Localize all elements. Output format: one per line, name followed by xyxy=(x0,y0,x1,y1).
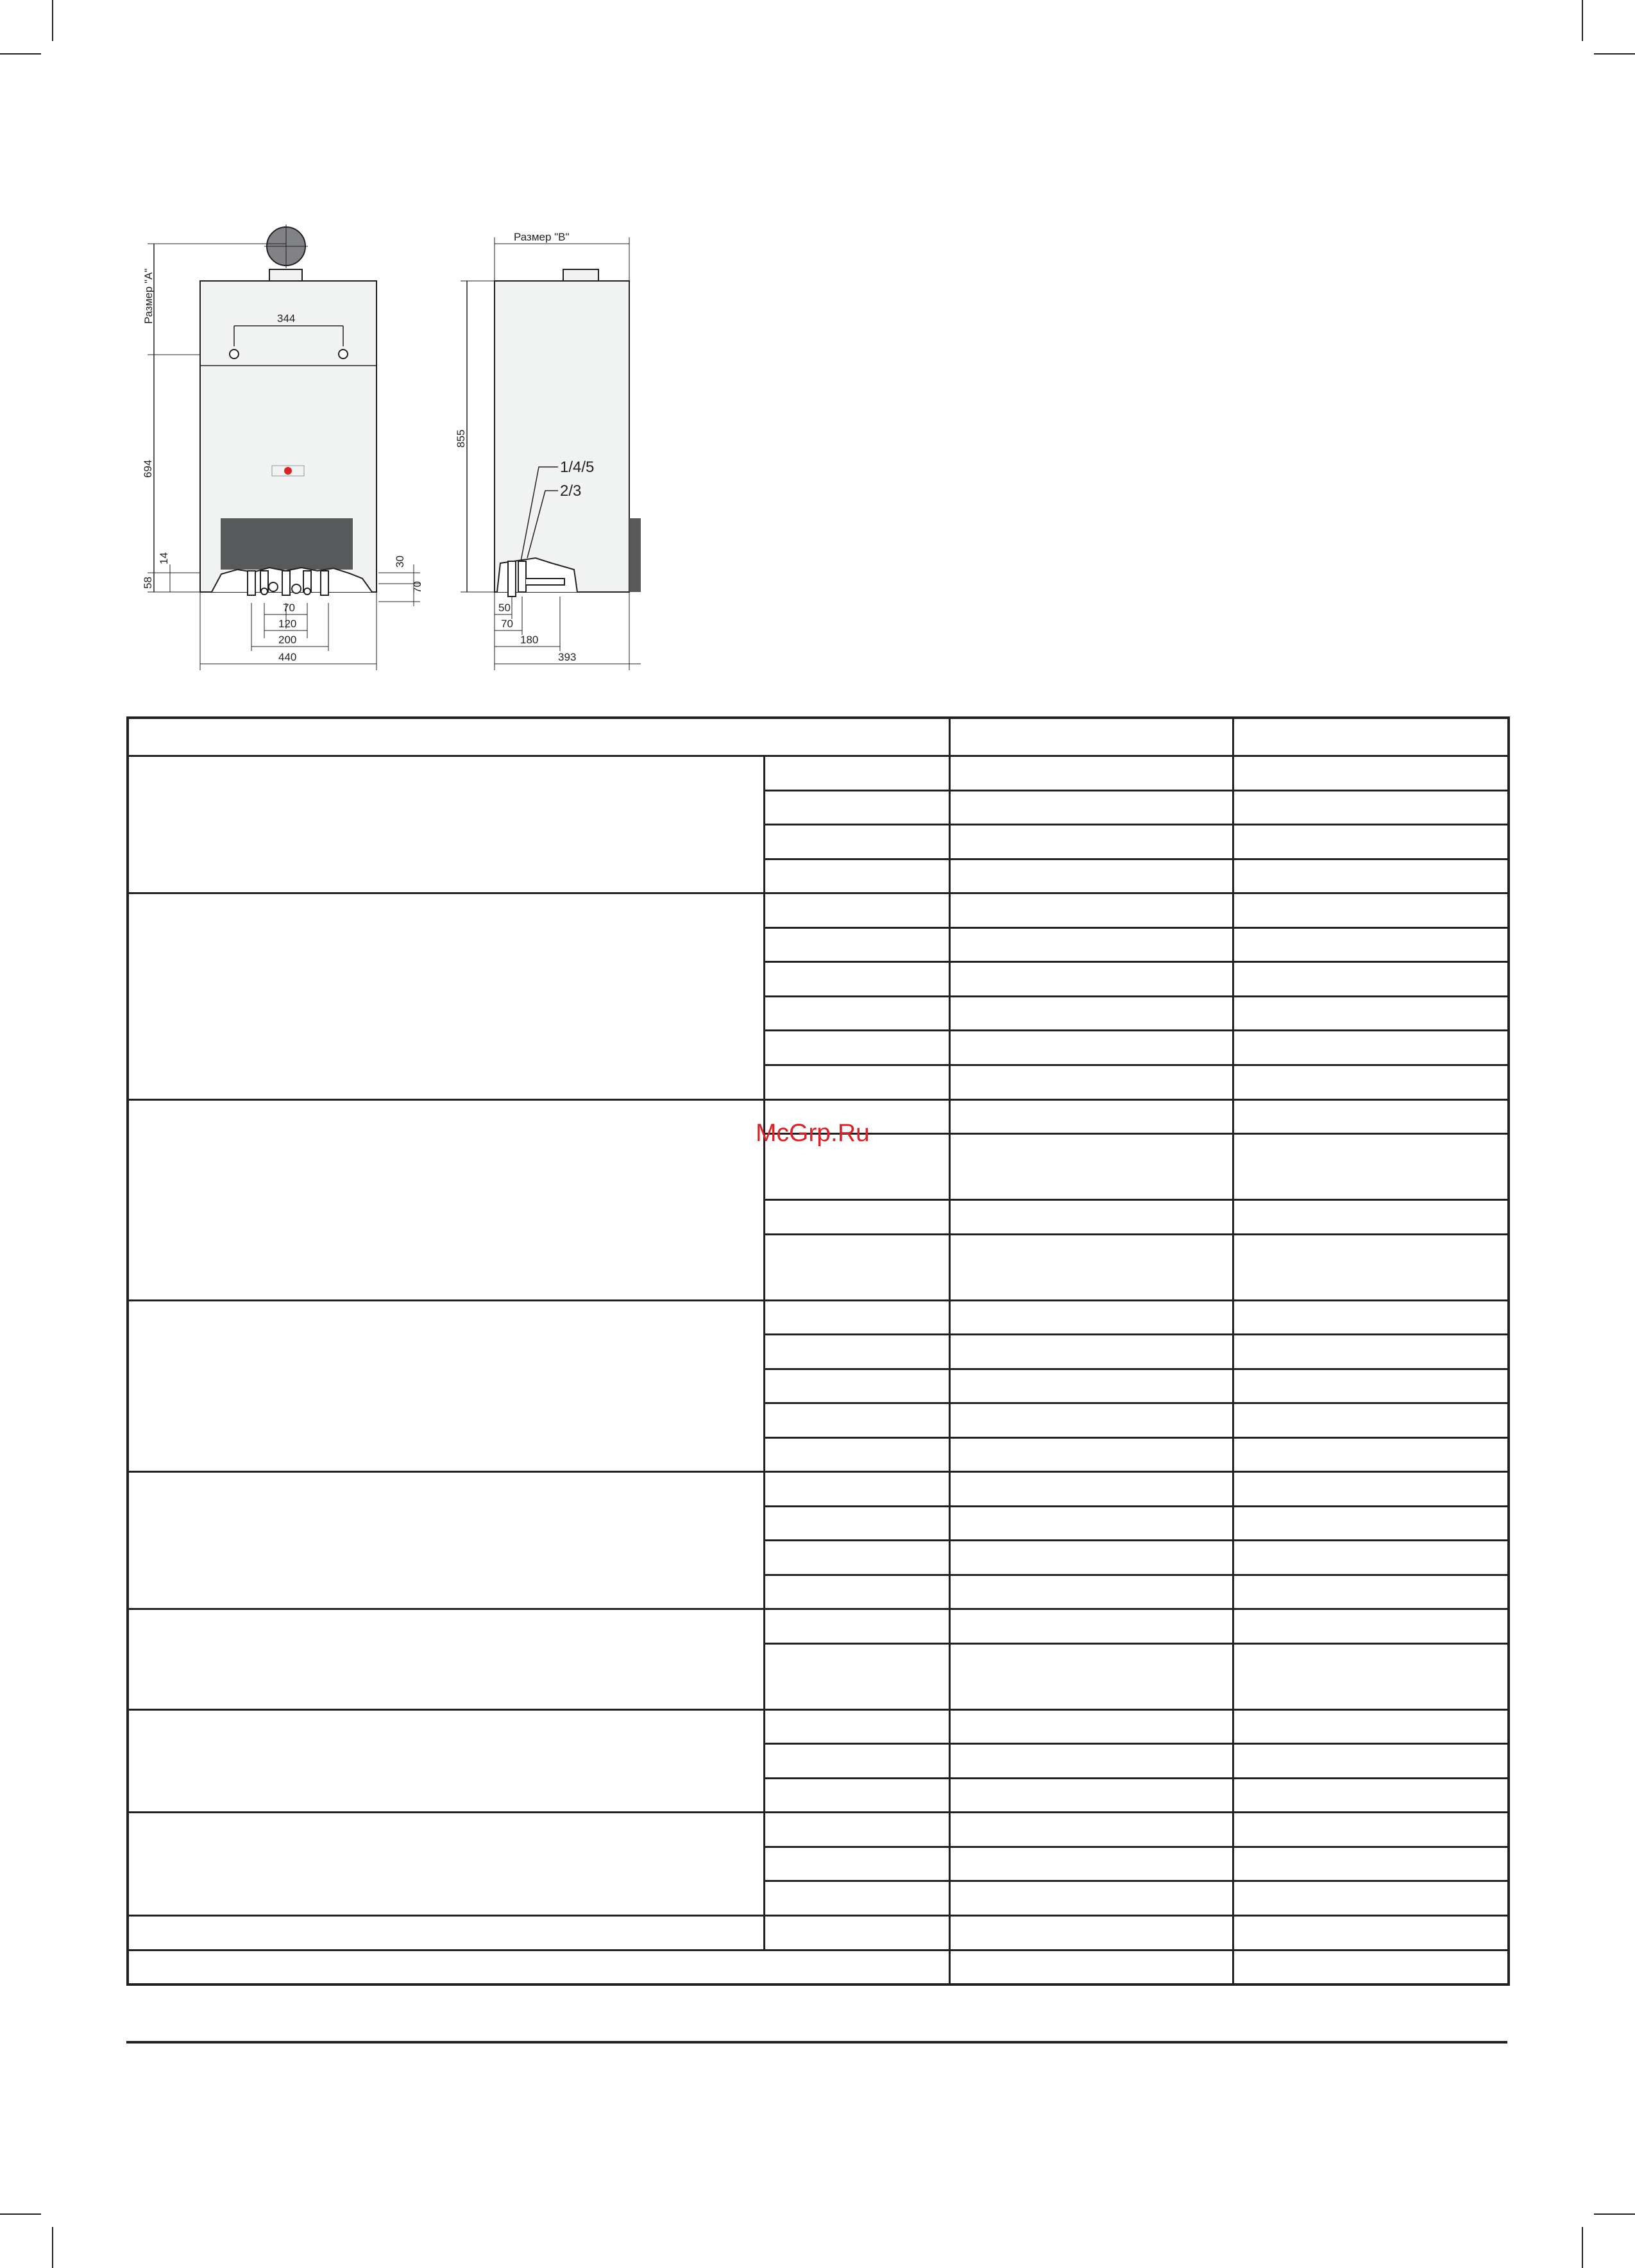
table-cell xyxy=(764,962,949,997)
table-cell xyxy=(1233,1200,1509,1235)
table-cell xyxy=(1233,1472,1509,1507)
table-header-row xyxy=(128,718,1509,756)
table-cell xyxy=(949,1335,1233,1369)
table-cell xyxy=(764,825,949,859)
control-panel xyxy=(221,518,353,570)
dim-70-side: 70 xyxy=(501,618,513,630)
table-cell xyxy=(949,1709,1233,1744)
dim-694: 694 xyxy=(142,459,154,478)
table-cell xyxy=(1233,1031,1509,1065)
crop-mark xyxy=(1594,2213,1635,2215)
crop-mark xyxy=(1582,0,1583,41)
dim-120: 120 xyxy=(278,618,297,630)
table-cell xyxy=(764,756,949,791)
table-cell xyxy=(1233,1369,1509,1403)
table-cell xyxy=(1233,996,1509,1031)
table-cell xyxy=(1233,927,1509,962)
table-cell xyxy=(764,1335,949,1369)
table-cell xyxy=(764,1643,949,1709)
table-cell xyxy=(764,1541,949,1575)
table-cell xyxy=(1233,1778,1509,1813)
table-cell xyxy=(949,1472,1233,1507)
table-cell xyxy=(1233,1065,1509,1100)
table-cell xyxy=(1233,1506,1509,1541)
table-cell xyxy=(764,1200,949,1235)
table-cell xyxy=(949,790,1233,825)
table-cell xyxy=(764,1847,949,1881)
crop-mark xyxy=(52,2227,53,2268)
watermark: McGrp.Ru xyxy=(756,1119,870,1147)
table-cell xyxy=(1233,1847,1509,1881)
table-cell xyxy=(949,1847,1233,1881)
table-cell xyxy=(1233,859,1509,893)
table-cell xyxy=(1233,790,1509,825)
table-cell xyxy=(128,1099,764,1300)
table-cell xyxy=(949,1234,1233,1300)
table-cell xyxy=(949,1744,1233,1779)
table-cell xyxy=(949,1881,1233,1916)
table-cell xyxy=(949,1099,1233,1134)
table-cell xyxy=(949,996,1233,1031)
table-cell xyxy=(764,859,949,893)
table-cell xyxy=(1233,1403,1509,1438)
table-cell xyxy=(764,1813,949,1847)
table-cell xyxy=(764,1916,949,1951)
table-cell xyxy=(128,1950,949,1985)
table-cell xyxy=(949,1506,1233,1541)
dim-200: 200 xyxy=(278,634,297,646)
table-cell xyxy=(949,825,1233,859)
table-row xyxy=(128,1709,1509,1744)
table-cell xyxy=(764,1609,949,1644)
table-cell xyxy=(1233,756,1509,791)
table-cell xyxy=(764,1778,949,1813)
table-row xyxy=(128,1472,1509,1507)
table-cell xyxy=(1233,893,1509,928)
table-cell xyxy=(128,718,949,756)
dim-440: 440 xyxy=(278,651,297,663)
table-cell xyxy=(1233,1609,1509,1644)
table-cell xyxy=(1233,1335,1509,1369)
table-cell xyxy=(949,1541,1233,1575)
table-cell xyxy=(764,1369,949,1403)
table-cell xyxy=(764,1472,949,1507)
table-cell xyxy=(949,1437,1233,1472)
table-cell xyxy=(949,893,1233,928)
table-cell xyxy=(1233,962,1509,997)
table-cell xyxy=(1233,1134,1509,1200)
table-cell xyxy=(949,1575,1233,1609)
table-cell xyxy=(949,1609,1233,1644)
table-cell xyxy=(949,1200,1233,1235)
table-cell xyxy=(1233,1575,1509,1609)
table-cell xyxy=(949,1300,1233,1335)
table-cell xyxy=(1233,1881,1509,1916)
table-cell xyxy=(949,859,1233,893)
label-1-4-5: 1/4/5 xyxy=(560,459,595,476)
table-cell xyxy=(949,756,1233,791)
table-cell xyxy=(764,1575,949,1609)
table-cell xyxy=(949,927,1233,962)
table-cell xyxy=(128,1472,764,1609)
table-cell xyxy=(128,756,764,893)
table-cell xyxy=(949,1813,1233,1847)
footer-rule xyxy=(126,2041,1507,2044)
side-panel xyxy=(629,518,641,592)
table-cell xyxy=(1233,1950,1509,1985)
table-cell xyxy=(949,1950,1233,1985)
table-cell xyxy=(764,927,949,962)
boiler-side-body xyxy=(495,281,629,592)
table-row xyxy=(128,1950,1509,1985)
table-cell xyxy=(949,1031,1233,1065)
table-cell xyxy=(949,1778,1233,1813)
dim-50: 50 xyxy=(498,602,511,614)
table-cell xyxy=(949,1065,1233,1100)
table-row xyxy=(128,756,1509,791)
table-cell xyxy=(128,1300,764,1472)
table-cell xyxy=(1233,1916,1509,1951)
dim-855: 855 xyxy=(455,429,467,448)
dim-393: 393 xyxy=(558,651,577,663)
table-cell xyxy=(949,718,1233,756)
table-cell xyxy=(128,1609,764,1710)
dim-70: 70 xyxy=(283,602,295,614)
table-row xyxy=(128,1300,1509,1335)
size-a-label: Размер "А" xyxy=(142,268,155,324)
specification-table xyxy=(126,716,1510,1986)
table-cell xyxy=(1233,1099,1509,1134)
table-cell xyxy=(1233,1234,1509,1300)
table-cell xyxy=(1233,825,1509,859)
table-cell xyxy=(764,1031,949,1065)
table-cell xyxy=(949,1643,1233,1709)
table-cell xyxy=(764,996,949,1031)
table-cell xyxy=(764,1234,949,1300)
table-row xyxy=(128,893,1509,928)
table-row xyxy=(128,1813,1509,1847)
table-cell xyxy=(128,1916,764,1951)
table-cell xyxy=(949,962,1233,997)
table-cell xyxy=(1233,718,1509,756)
crop-mark xyxy=(1594,53,1635,55)
table-cell xyxy=(764,1437,949,1472)
dim-14: 14 xyxy=(158,552,170,564)
dim-70-right: 70 xyxy=(411,581,423,593)
crop-mark xyxy=(0,2213,41,2215)
dim-180: 180 xyxy=(520,634,539,646)
crop-mark xyxy=(1582,2227,1583,2268)
table-cell xyxy=(128,1709,764,1813)
dim-344: 344 xyxy=(277,312,296,325)
size-b-label: Размер "В" xyxy=(514,231,570,243)
table-cell xyxy=(1233,1541,1509,1575)
table-cell xyxy=(949,1134,1233,1200)
table-cell xyxy=(949,1369,1233,1403)
table-cell xyxy=(764,1065,949,1100)
table-cell xyxy=(764,1506,949,1541)
table-cell xyxy=(764,1709,949,1744)
table-cell xyxy=(949,1403,1233,1438)
table-cell xyxy=(1233,1813,1509,1847)
label-2-3: 2/3 xyxy=(560,482,582,500)
table-cell xyxy=(764,1403,949,1438)
table-cell xyxy=(764,1300,949,1335)
side-view xyxy=(461,237,641,670)
table-cell xyxy=(1233,1300,1509,1335)
table-cell xyxy=(764,893,949,928)
boiler-dimension-drawing xyxy=(0,0,654,680)
table-cell xyxy=(949,1916,1233,1951)
table-cell xyxy=(764,1744,949,1779)
table-cell xyxy=(764,790,949,825)
dim-30: 30 xyxy=(394,555,406,568)
table-cell xyxy=(1233,1744,1509,1779)
table-cell xyxy=(1233,1437,1509,1472)
table-cell xyxy=(128,893,764,1099)
table-cell xyxy=(1233,1643,1509,1709)
table-cell xyxy=(128,1813,764,1916)
table-row xyxy=(128,1916,1509,1951)
table-row xyxy=(128,1609,1509,1644)
table-cell xyxy=(1233,1709,1509,1744)
dim-58: 58 xyxy=(142,577,154,589)
table-cell xyxy=(764,1881,949,1916)
